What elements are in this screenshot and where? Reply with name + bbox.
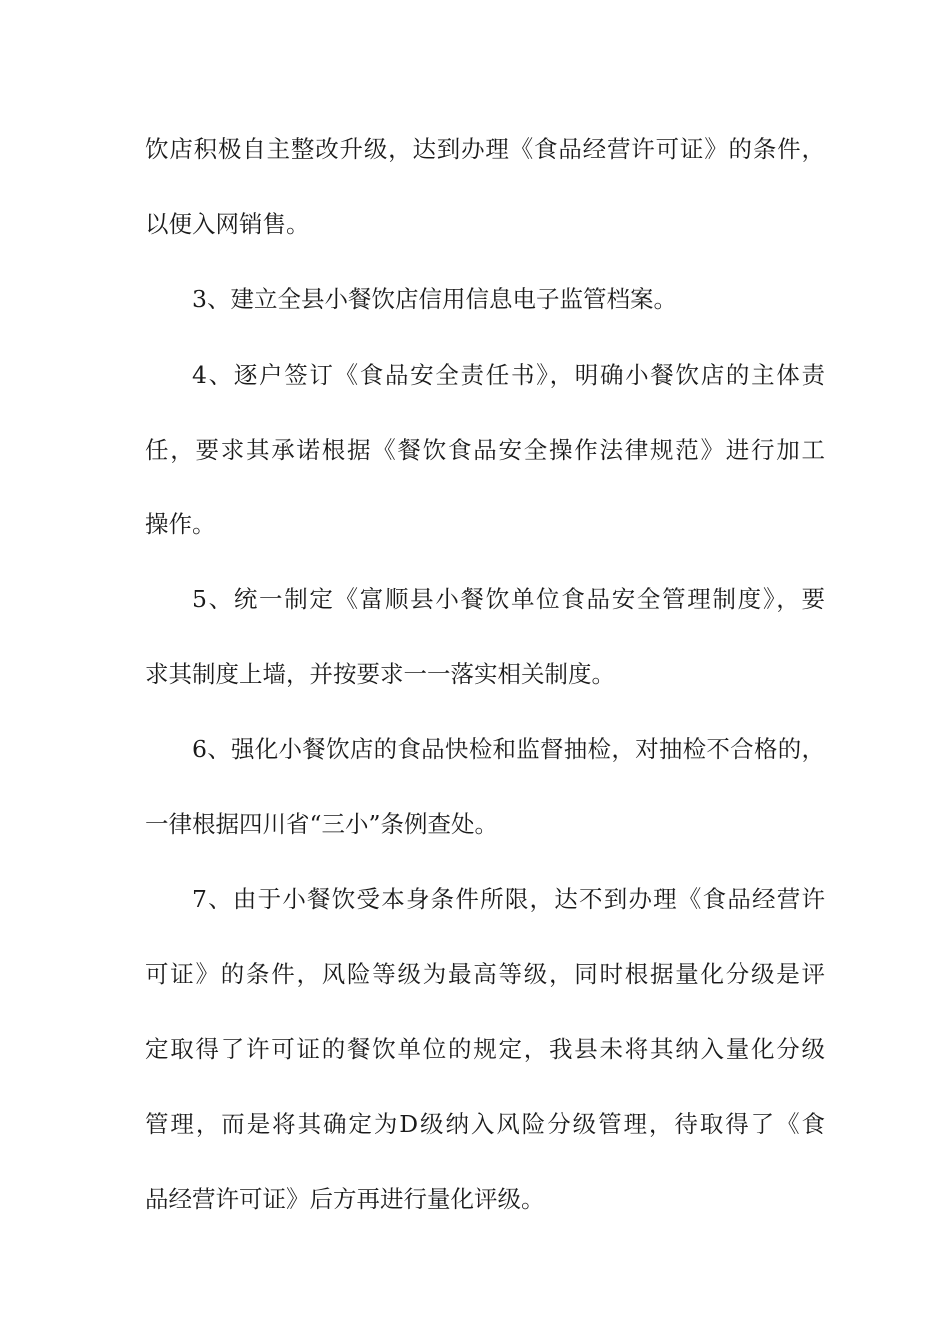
item-4-line-2: 任，要求其承诺根据《餐饮食品安全操作法律规范》进行加工	[145, 436, 825, 464]
item-5-line-1: 5、统一制定《富顺县小餐饮单位食品安全管理制度》，要	[192, 585, 825, 613]
item-5-line-2: 求其制度上墙，并按要求一一落实相关制度。	[145, 660, 615, 688]
item-4-line-3: 操作。	[145, 510, 216, 538]
item-6-line-2: 一律根据四川省“三小”条例查处。	[145, 810, 499, 838]
item-7-line-2: 可证》的条件，风险等级为最高等级，同时根据量化分级是评	[145, 960, 825, 988]
item-7-line-5: 品经营许可证》后方再进行量化评级。	[145, 1185, 545, 1213]
item-7-line-1: 7、由于小餐饮受本身条件所限，达不到办理《食品经营许	[192, 885, 825, 913]
paragraph-2-line-2: 以便入网销售。	[145, 210, 310, 238]
item-7-line-3: 定取得了许可证的餐饮单位的规定，我县未将其纳入量化分级	[145, 1035, 825, 1063]
paragraph-2-line-1: 饮店积极自主整改升级，达到办理《食品经营许可证》的条件，	[145, 135, 825, 163]
item-6-line-1: 6、强化小餐饮店的食品快检和监督抽检，对抽检不合格的，	[192, 735, 825, 763]
item-4-line-1: 4、逐户签订《食品安全责任书》，明确小餐饮店的主体责	[192, 361, 825, 389]
item-7-line-4: 管理，而是将其确定为D级纳入风险分级管理，待取得了《食	[145, 1110, 825, 1138]
item-3-line-1: 3、建立全县小餐饮店信用信息电子监管档案。	[192, 285, 677, 313]
